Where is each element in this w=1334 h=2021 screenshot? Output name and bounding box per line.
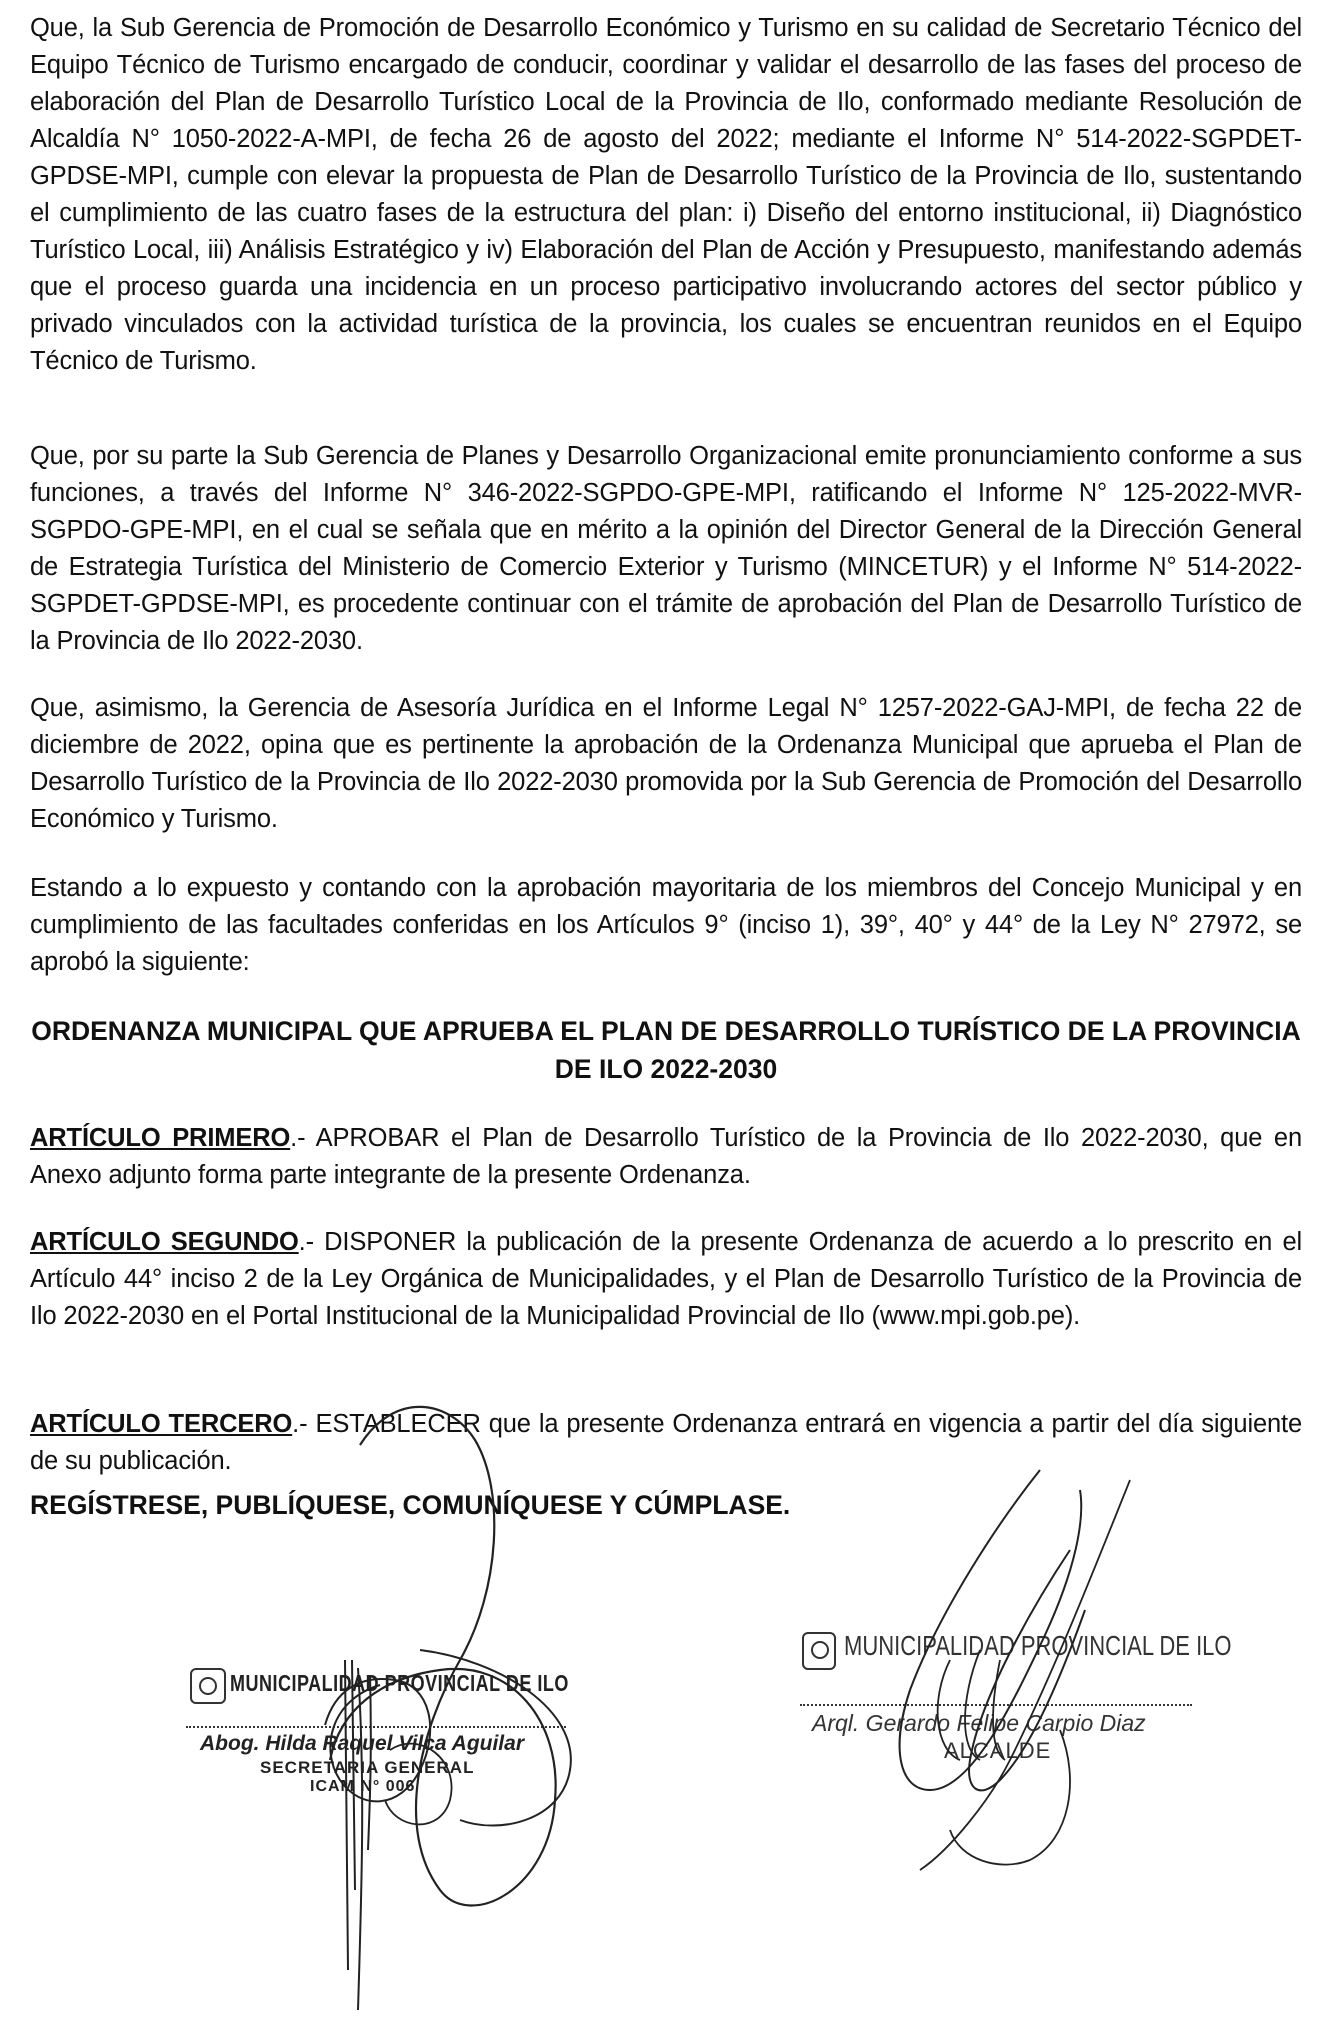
article-segundo [30,1224,1302,1335]
municipal-stamp-text: MUNICIPALIDAD PROVINCIAL DE ILO [230,1670,569,1696]
paragraph-planes-desarrollo: Que, por su parte la Sub Gerencia de Planes y Desarrollo Organizacional emite pronunciamiento conforme a sus funciones, a través del Informe N° 346-2022-SGPDO-GPE-MPI, ratificando el Informe N° 125-2022-MVR-SGPDO-GPE-MPI, en el cual se señala que en mérito a la opinión del Director General de la Dirección General de Estrategia Turística del Ministerio de Comercio Exterior y Turismo (MINCETUR) y el Informe N° 514-2022-SGPDET-GPDSE-MPI, es procedente continuar con el trámite de aprobación del Plan de Desarrollo Turístico de la Provincia de Ilo 2022-2030. [30,442,1302,655]
article-text: .- APROBAR el Plan de Desarrollo Turístico de la Provincia de Ilo 2022-2030, que en Anexo adjunto forma parte integrante de la presente Ordenanza. [30,1124,1302,1189]
signer-role: ALCALDE [944,1738,1052,1763]
handwritten-signature-left [300,1330,620,2010]
signer-role: SECRETARIA GENERAL [260,1758,475,1777]
ordinance-title: ORDENANZA MUNICIPAL QUE APRUEBA EL PLAN DE DESARROLLO TURÍSTICO DE LA PROVINCIA DE ILO 2022-2030 [31,1016,1301,1084]
handwritten-signature-right [830,1460,1190,1880]
article-text: .- DISPONER la publicación de la presente Ordenanza de acuerdo a lo prescrito en el Artículo 44° inciso 2 de la Ley Orgánica de Municipalidades, y el Plan de Desarrollo Turístico de la Provincia de Ilo 2022-2030 en el Portal Institucional de la Municipalidad Provincial de Ilo (www.mpi.gob.pe). [30,1228,1302,1330]
article-label: ARTÍCULO PRIMERO [30,1124,291,1152]
closing-formula: REGÍSTRESE, PUBLÍQUESE, COMUNÍQUESE Y CÚMPLASE. [30,1490,791,1520]
article-label: ARTÍCULO TERCERO [30,1410,293,1438]
signer-registration: ICAM N° 006 [310,1778,416,1795]
paragraph-estando-expuesto: Estando a lo expuesto y contando con la aprobación mayoritaria de los miembros del Concejo Municipal y en cumplimiento de las facultades conferidas en los Artículos 9° (inciso 1), 39°, 40° y 44° de la Ley N° 27972, se aprobó la siguiente: [30,874,1302,976]
signer-name: Arql. Gerardo Felipe Carpio Diaz [812,1710,1146,1736]
paragraph-secretaria-tecnica: Que, la Sub Gerencia de Promoción de Desarrollo Económico y Turismo en su calidad de Secretario Técnico del Equipo Técnico de Turismo encargado de conducir, coordinar y validar el desarrollo de las fases del proceso de elaboración del Plan de Desarrollo Turístico Local de la Provincia de Ilo, conformado mediante Resolución de Alcaldía N° 1050-2022-A-MPI, de fecha 26 de agosto del 2022; mediante el Informe N° 514-2022-SGPDET-GPDSE-MPI, cumple con elevar la propuesta de Plan de Desarrollo Turístico de la Provincia de Ilo, sustentando el cumplimiento de las cuatro fases de la estructura del plan: i) Diseño del entorno institucional, ii) Diagnóstico Turístico Local, iii) Análisis Estratégico y iv) Elaboración del Plan de Acción y Presupuesto, manifestando además que el proceso guarda una incidencia en un proceso participativo involucrando actores del sector público y privado vinculados con la actividad turística de la provincia, los cuales se encuentran reunidos en el Equipo Técnico de Turismo. [30,14,1302,375]
article-primero [30,1120,1302,1194]
article-text: .- ESTABLECER que la presente Ordenanza entrará en vigencia a partir del día siguiente de su publicación. [30,1410,1302,1475]
signer-name: Abog. Hilda Raquel Vilca Aguilar [200,1732,524,1755]
paragraph-asesoria-juridica: Que, asimismo, la Gerencia de Asesoría Jurídica en el Informe Legal N° 1257-2022-GAJ-MPI, de fecha 22 de diciembre de 2022, opina que es pertinente la aprobación de la Ordenanza Municipal que aprueba el Plan de Desarrollo Turístico de la Provincia de Ilo 2022-2030 promovida por la Sub Gerencia de Promoción del Desarrollo Económico y Turismo. [30,694,1302,833]
municipal-seal-icon [190,1668,226,1704]
municipal-stamp-text: MUNICIPALIDAD PROVINCIAL DE ILO [844,1630,1232,1662]
article-label: ARTÍCULO SEGUNDO [30,1228,299,1256]
